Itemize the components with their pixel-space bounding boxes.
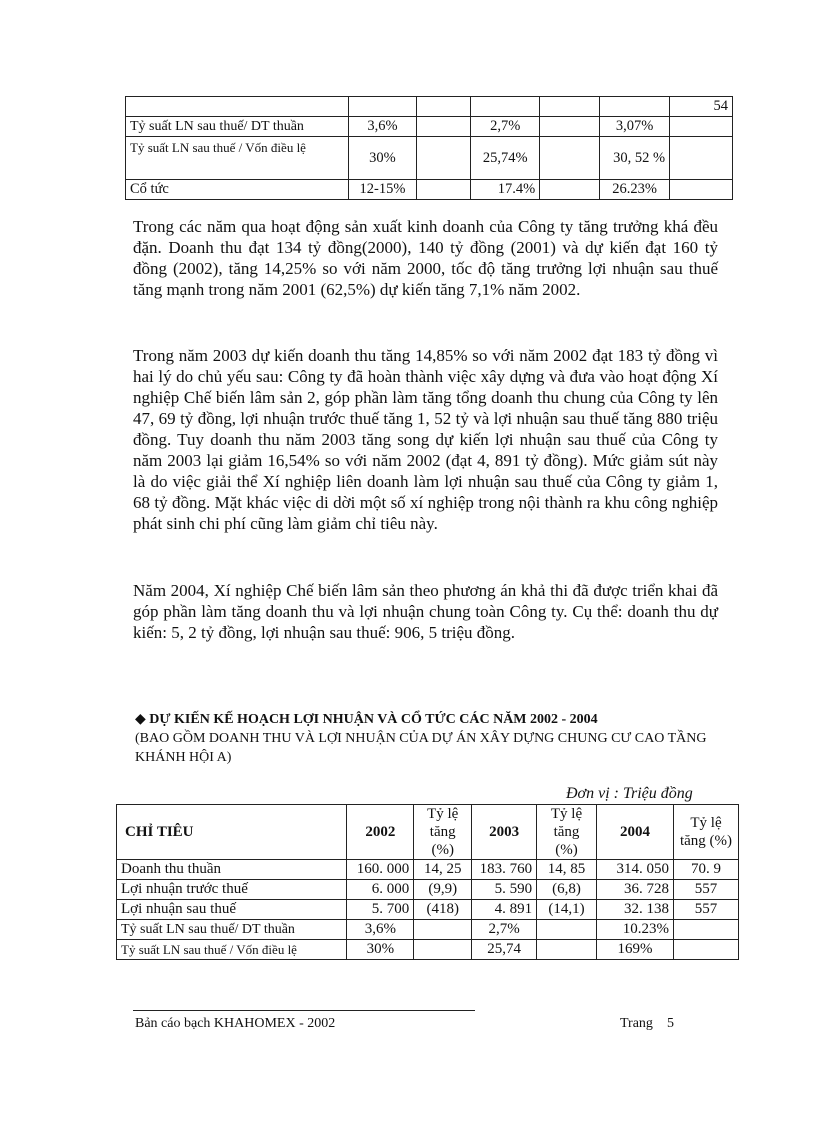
table-row — [126, 117, 733, 137]
header-2004: 2004 — [596, 805, 673, 860]
table-cell: 36. 728 — [596, 880, 673, 900]
row-label: Doanh thu thuần — [117, 860, 347, 880]
paragraph-2004: Năm 2004, Xí nghiệp Chế biến lâm sản theo phương án khả thi đã được triển khai đã góp phần làm tăng doanh thu và lợi nhuận chung toàn Công ty. Cụ thể: doanh thu dự kiến: 5, 2 tỷ đồng, lợi nhuận sau thuế: 906, 5 triệu đồng. — [133, 581, 718, 642]
table-cell: 14, 85 — [537, 860, 597, 880]
table-row — [117, 940, 739, 960]
page-label: Trang — [620, 1016, 653, 1031]
table-cell: 14, 25 — [414, 860, 472, 880]
table-cell: 5. 590 — [472, 880, 537, 900]
table-cell: 70. 9 — [674, 860, 739, 880]
row-label: Cổ tức — [126, 180, 349, 200]
table-cell: 6. 000 — [347, 880, 414, 900]
page-number: 5 — [666, 1016, 674, 1031]
table-cell: (14,1) — [537, 900, 597, 920]
table-cell: 4. 891 — [472, 900, 537, 920]
table-cell: 183. 760 — [472, 860, 537, 880]
section-heading — [135, 710, 735, 767]
table-cell: 25,74% — [471, 137, 540, 180]
plan-table — [116, 804, 739, 960]
paragraph-2003: Trong năm 2003 dự kiến doanh thu tăng 14,85% so với năm 2002 đạt 183 tỷ đồng vì hai lý do chủ yếu sau: Công ty đã hoàn thành việc xây dựng và đưa vào hoạt động Xí nghiệp Chế biến lâm sản 2, góp phần làm tăng tổng doanh thu chung của Công ty lên 47, 69 tỷ đồng, lợi nhuận trước thuế tăng 1, 52 tỷ và lợi nhuận sau thuế tăng 880 triệu đồng. Tuy doanh thu năm 2003 tăng song dự kiến lợi nhuận sau thuế của Công ty năm 2003 lại giảm 16,54% so với năm 2002 (đạt 4, 891 tỷ đồng). Mức giảm sút này là do việc giải thể Xí nghiệp liên doanh làm lợi nhuận sau thuế của Công ty giảm 1, 68 tỷ đồng. Mặt khác việc di dời một số xí nghiệp trong nội thành ra khu công nghiệp phát sinh chi phí cũng làm giảm chỉ tiêu này. — [133, 346, 718, 533]
table-cell: 54 — [670, 97, 733, 117]
table-header-row — [117, 805, 739, 860]
footer-page — [620, 1016, 674, 1032]
table-cell: 17.4% — [471, 180, 540, 200]
table-row — [126, 137, 733, 180]
table-cell: 3,07% — [600, 117, 670, 137]
table-row — [117, 860, 739, 880]
table-cell: (9,9) — [414, 880, 472, 900]
table-cell: 26.23% — [600, 180, 670, 200]
header-growth-2003: Tỷ lệ tăng (%) — [537, 805, 597, 860]
table-cell: 160. 000 — [347, 860, 414, 880]
table-cell: (418) — [414, 900, 472, 920]
header-2002: 2002 — [347, 805, 414, 860]
table-cell: 10.23% — [596, 920, 673, 940]
table-row — [126, 97, 733, 117]
row-label: Lợi nhuận sau thuế — [117, 900, 347, 920]
row-label: Tỷ suất LN sau thuế / Vốn điều lệ — [126, 137, 349, 180]
table-row — [117, 880, 739, 900]
section-title: DỰ KIẾN KẾ HOẠCH LỢI NHUẬN VÀ CỔ TỨC CÁC NĂM 2002 - 2004 — [149, 712, 598, 727]
table-cell: 5. 700 — [347, 900, 414, 920]
row-label: Tỷ suất LN sau thuế/ DT thuần — [126, 117, 349, 137]
row-label: Tỷ suất LN sau thuế/ DT thuần — [117, 920, 347, 940]
row-label: Tỷ suất LN sau thuế / Vốn điều lệ — [117, 940, 347, 960]
header-2003: 2003 — [472, 805, 537, 860]
table-cell: 557 — [674, 900, 739, 920]
table-cell: 557 — [674, 880, 739, 900]
header-growth-2002: Tỷ lệ tăng (%) — [414, 805, 472, 860]
table-cell: 314. 050 — [596, 860, 673, 880]
table-cell: 25,74 — [472, 940, 537, 960]
row-label: Lợi nhuận trước thuế — [117, 880, 347, 900]
footer-document-title: Bản cáo bạch KHAHOMEX - 2002 — [135, 1016, 336, 1031]
paragraph-growth: Trong các năm qua hoạt động sản xuất kinh doanh của Công ty tăng trưởng khá đều đặn. Doanh thu đạt 134 tỷ đồng(2000), 140 tỷ đồng (2001) và dự kiến đạt 160 tỷ đồng (2002), tăng 14,25% so với năm 2000, tốc độ tăng trưởng lợi nhuận sau thuế tăng mạnh trong năm 2001 (62,5%) dự kiến tăng 7,1% năm 2002. — [133, 217, 718, 299]
diamond-bullet-icon: ◆ — [135, 712, 146, 727]
table-cell: 169% — [596, 940, 673, 960]
table-cell: 2,7% — [472, 920, 537, 940]
table-row — [126, 180, 733, 200]
table-row — [117, 900, 739, 920]
top-financial-table — [125, 96, 733, 200]
table-cell: 3,6% — [348, 117, 417, 137]
header-growth-2004: Tỷ lệ tăng (%) — [674, 805, 739, 860]
footer-divider — [133, 1010, 475, 1011]
table-row — [117, 920, 739, 940]
section-subtitle: (BAO GỒM DOANH THU VÀ LỢI NHUẬN CỦA DỰ ÁN XÂY DỰNG CHUNG CƯ CAO TẦNG KHÁNH HỘI A) — [135, 731, 707, 765]
table-cell: 30, 52 % — [600, 137, 670, 180]
table-cell: 30% — [347, 940, 414, 960]
table-cell: 2,7% — [471, 117, 540, 137]
unit-label: Đơn vị : Triệu đồng — [566, 785, 693, 802]
table-cell: 32. 138 — [596, 900, 673, 920]
table-cell: 30% — [348, 137, 417, 180]
table-cell: 3,6% — [347, 920, 414, 940]
header-chi-tieu: CHỈ TIÊU — [117, 805, 347, 860]
table-cell: (6,8) — [537, 880, 597, 900]
table-cell: 12-15% — [348, 180, 417, 200]
